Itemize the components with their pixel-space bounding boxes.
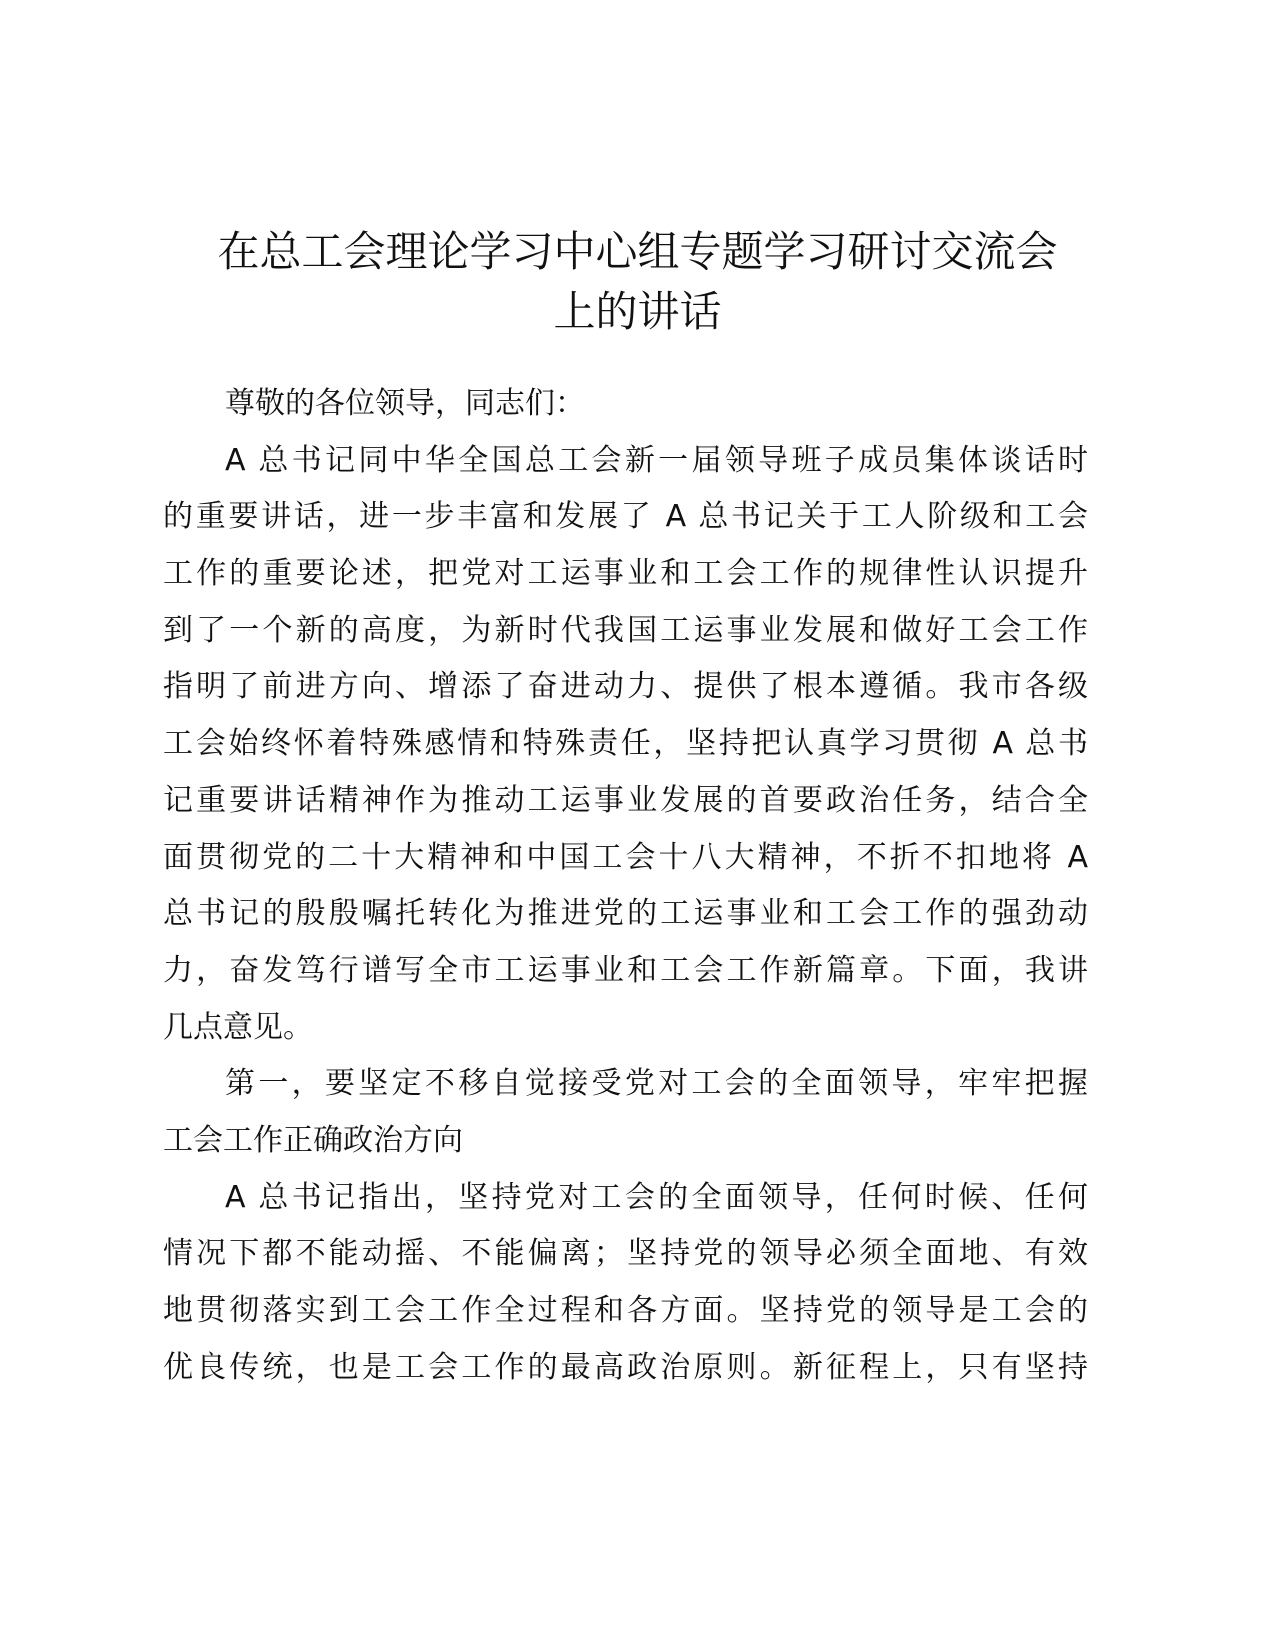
paragraph-line: 情况下都不能动摇、不能偏离；坚持党的领导必须全面地、有效 (163, 1236, 1088, 1272)
paragraph-line: 的重要讲话，进一步丰富和发展了 A 总书记关于工人阶级和工会 (163, 499, 1088, 535)
paragraph-line: 力，奋发笃行谱写全市工运事业和工会工作新篇章。下面，我讲 (163, 952, 1088, 988)
paragraph-line: 记重要讲话精神作为推动工运事业发展的首要政治任务，结合全 (163, 782, 1088, 818)
paragraph-line: 工作的重要论述，把党对工运事业和工会工作的规律性认识提升 (163, 556, 1088, 592)
salutation-line: 尊敬的各位领导，同志们： (225, 386, 585, 421)
paragraph-line: A 总书记同中华全国总工会新一届领导班子成员集体谈话时 (225, 442, 1088, 478)
title-line-1: 在总工会理论学习中心组专题学习研讨交流会 (217, 227, 1058, 276)
title-line-2: 上的讲话 (553, 287, 722, 336)
heading-line: 工会工作正确政治方向 (163, 1122, 463, 1158)
paragraph-line: 面贯彻党的二十大精神和中国工会十八大精神，不折不扣地将 A (163, 839, 1088, 875)
document-title (150, 222, 1125, 342)
paragraph-line: 总书记的殷殷嘱托转化为推进党的工运事业和工会工作的强劲动 (163, 896, 1088, 932)
salutation (163, 376, 1088, 433)
paragraph-1 (163, 433, 1088, 1057)
paragraph-line: 指明了前进方向、增添了奋进动力、提供了根本遵循。我市各级 (163, 669, 1088, 705)
section-heading-1 (163, 1056, 1088, 1169)
paragraph-line: 几点意见。 (163, 1009, 313, 1045)
paragraph-line: 地贯彻落实到工会工作全过程和各方面。坚持党的领导是工会的 (163, 1293, 1088, 1328)
paragraph-line: A 总书记指出，坚持党对工会的全面领导，任何时候、任何 (225, 1179, 1088, 1215)
heading-line: 第一，要坚定不移自觉接受党对工会的全面领导，牢牢把握 (225, 1066, 1088, 1102)
paragraph-line: 到了一个新的高度，为新时代我国工运事业发展和做好工会工作 (163, 612, 1088, 648)
paragraph-2 (163, 1170, 1088, 1397)
paragraph-line: 工会始终怀着特殊感情和特殊责任，坚持把认真学习贯彻 A 总书 (163, 726, 1088, 762)
paragraph-line: 优良传统，也是工会工作的最高政治原则。新征程上，只有坚持 (163, 1349, 1088, 1385)
document-body (163, 376, 1088, 1396)
